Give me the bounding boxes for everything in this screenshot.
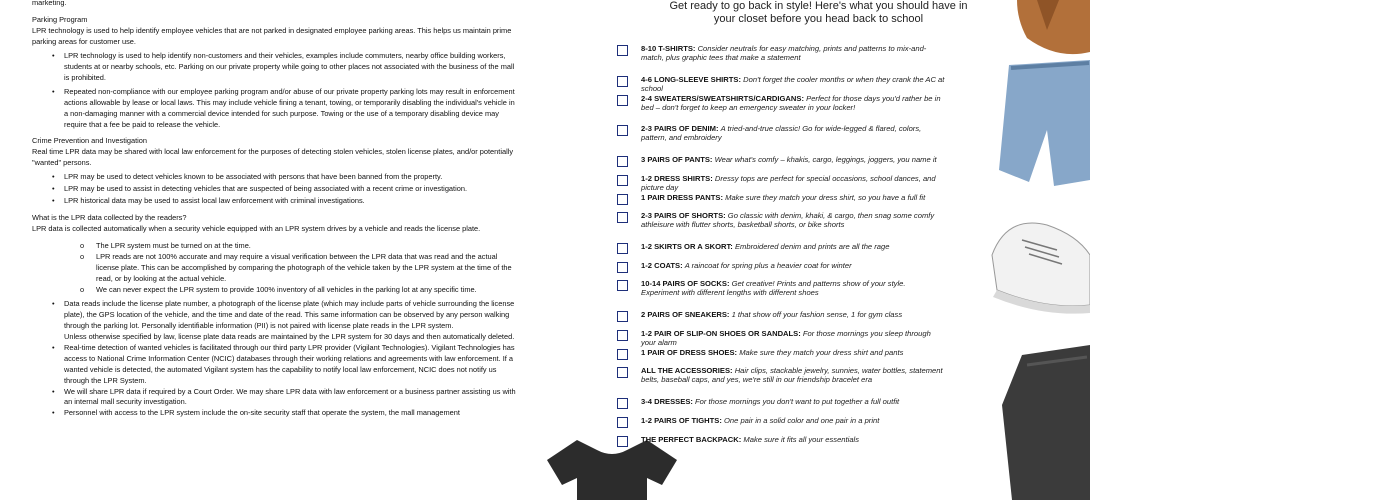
item-description: Hair clips, stackable jewelry, sunnies, water bottles, statement belts, baseball caps, and yes, we're still in our friendship bracelet era — [641, 366, 943, 385]
item-quantity: 2 PAIRS OF SNEAKERS: — [641, 310, 730, 319]
back-to-school-checklist — [547, 0, 1090, 500]
item-description: One pair in a solid color and one pair in a print — [724, 416, 880, 425]
checklist-item — [617, 397, 899, 406]
section-title-what-is: What is the LPR data collected by the readers? — [32, 213, 187, 223]
checklist-item — [617, 416, 879, 425]
item-quantity: 3-4 DRESSES: — [641, 397, 693, 406]
item-quantity: 1 PAIR OF DRESS SHOES: — [641, 348, 738, 357]
denim-shorts-illustration — [999, 60, 1090, 190]
what-is-intro: LPR data is collected automatically when a security vehicle equipped with an LPR system drives by a vehicle and reads the license plate. — [32, 224, 481, 234]
header-line-1: Get ready to go back in style! Here's what you should have in — [669, 0, 968, 12]
item-quantity: 8-10 T-SHIRTS: — [641, 44, 696, 53]
checkbox[interactable] — [617, 349, 628, 360]
item-description: Don't forget the cooler months or when they crank the AC at school — [641, 75, 945, 94]
checkbox[interactable] — [617, 76, 628, 87]
item-description: Consider neutrals for easy matching, prints and patterns to mix-and-match, plus graphic tees that make a statement — [641, 44, 927, 63]
section-title-parking: Parking Program — [32, 14, 88, 24]
item-quantity: 3 PAIRS OF PANTS: — [641, 155, 713, 164]
item-quantity: 1-2 DRESS SHIRTS: — [641, 174, 713, 183]
checkbox[interactable] — [617, 398, 628, 409]
item-description: For those mornings you don't want to put together a full outfit — [695, 397, 900, 406]
item-quantity: ALL THE ACCESSORIES: — [641, 366, 733, 375]
item-quantity: 1 PAIR DRESS PANTS: — [641, 193, 723, 202]
item-quantity: 1-2 COATS: — [641, 261, 683, 270]
parking-intro: LPR technology is used to help identify employee vehicles that are not parked in designated employee parking areas. This helps us maintain prime parking areas for customer use. — [32, 25, 512, 46]
list-item: o We can never expect the LPR system to provide 100% inventory of all vehicles in the parking lot at any specific time. — [32, 285, 519, 296]
checklist-header — [547, 0, 1090, 26]
checklist-item — [617, 193, 925, 202]
item-quantity: 2-4 SWEATERS/SWEATSHIRTS/CARDIGANS: — [641, 94, 804, 103]
list-item: • Data reads include the license plate number, a photograph of the license plate (which may include parts of vehicle surrounding the license plate), the GPS location of the vehicle, and the time and date of the read. This same information can be observed by any person walking through the parking lot. Personally identifiable information (PII) is not paired with license plate reads in the LPR system. — [32, 299, 519, 332]
section-title-crime: Crime Prevention and Investigation — [32, 136, 148, 146]
checkbox[interactable] — [617, 125, 628, 136]
checkbox[interactable] — [617, 330, 628, 341]
checklist-item — [617, 124, 945, 143]
what-is-sub-bullets — [32, 241, 519, 296]
checklist-item — [617, 94, 945, 113]
list-item: • LPR may be used to assist in detecting vehicles that are suspected of being associated with a recent crime or investigation. — [32, 184, 519, 195]
list-item: o The LPR system must be turned on at the time. — [32, 241, 519, 252]
item-quantity: THE PERFECT BACKPACK: — [641, 435, 742, 444]
checklist-item — [617, 44, 945, 63]
checkbox[interactable] — [617, 243, 628, 254]
parking-bullets — [32, 51, 519, 131]
item-quantity: 1-2 PAIR OF SLIP-ON SHOES OR SANDALS: — [641, 329, 801, 338]
checklist-item — [617, 261, 852, 270]
item-description: Perfect for those days you'd rather be in bed – don't forget to keep an emergency sweater in your locker! — [641, 94, 941, 113]
item-description: A tried-and-true classic! Go for wide-legged & flared, colors, pattern, and embroidery — [641, 124, 922, 143]
item-description: Dressy tops are perfect for special occasions, school dances, and picture day — [641, 174, 936, 193]
header-line-2: your closet before you head back to school — [713, 13, 924, 25]
checklist-item — [617, 310, 902, 319]
checkbox[interactable] — [617, 175, 628, 186]
list-item: • LPR historical data may be used to assist local law enforcement with criminal investigations. — [32, 196, 519, 207]
item-description: Make sure they match your dress shirt and pants — [739, 348, 904, 357]
checkbox[interactable] — [617, 311, 628, 322]
checkbox[interactable] — [617, 280, 628, 291]
privacy-policy-document — [0, 0, 525, 500]
checkbox[interactable] — [617, 417, 628, 428]
checklist-item — [617, 329, 945, 348]
list-item: • LPR technology is used to help identify non-customers and their vehicles, examples include commuters, nearby office building workers, students at or nearby schools, etc. Parking on our private property while going to other places not associated with the business of the mall is prohibited. — [32, 51, 519, 84]
item-description: 1 that show off your fashion sense, 1 for gym class — [731, 310, 903, 319]
item-description: Make sure they match your dress shirt, so you have a full fit — [725, 193, 926, 202]
checkbox[interactable] — [617, 436, 628, 447]
item-description: Embroidered denim and prints are all the rage — [734, 242, 890, 251]
checkbox[interactable] — [617, 45, 628, 56]
item-description: Go classic with denim, khaki, & cargo, then snag some comfy athleisure with flutter shorts, basketball shorts, or bike shorts — [641, 211, 935, 230]
checkbox[interactable] — [617, 95, 628, 106]
crime-bullets — [32, 172, 519, 207]
item-quantity: 1-2 SKIRTS OR A SKORT: — [641, 242, 733, 251]
checkbox[interactable] — [617, 262, 628, 273]
list-item: • Repeated non-compliance with our employee parking program and/or abuse of our private property parking lots may result in enforcement actions allowable by lease or local laws. This may include vehicle fining a tenant, towing, or temporarily disabling the individual's vehicle in a non-damaging manner with a commercial device intended for such purpose. Towing or the use of a temporary disabling device may require that a fee be paid to release the vehicle. — [32, 87, 519, 131]
item-description: A raincoat for spring plus a heavier coat for winter — [684, 261, 852, 270]
checkbox[interactable] — [617, 212, 628, 223]
checklist-item — [617, 435, 859, 444]
item-quantity: 10-14 PAIRS OF SOCKS: — [641, 279, 730, 288]
checklist-item — [617, 242, 889, 251]
checklist-item — [617, 348, 903, 357]
checklist-item — [617, 211, 945, 230]
checkbox[interactable] — [617, 194, 628, 205]
list-item: Unless otherwise specified by law, license plate data reads are maintained by the LPR system for 30 days and then automatically deleted. — [64, 331, 515, 341]
list-item: • We will share LPR data if required by a Court Order. We may share LPR data with law enforcement or a business partner assisting us with an internal mall security investigation. — [32, 387, 519, 409]
checkbox[interactable] — [617, 156, 628, 167]
what-is-paragraphs — [32, 299, 519, 419]
item-quantity: 4-6 LONG-SLEEVE SHIRTS: — [641, 75, 741, 84]
checklist-item — [617, 155, 937, 164]
list-item: • Personnel with access to the LPR system include the on-site security staff that operate the system, the mall management — [32, 408, 519, 419]
item-description: Wear what's comfy – khakis, cargo, leggings, joggers, you name it — [714, 155, 937, 164]
list-item: o LPR reads are not 100% accurate and may require a visual verification between the LPR data that was read and the actual license plate. This can be accomplished by comparing the photograph of the vehicle taken by the LPR system at the time of the read, or by looking at the actual vehicle. — [32, 252, 519, 285]
sneaker-illustration — [987, 195, 1090, 315]
item-description: Get creative! Prints and patterns show of your style. Experiment with different lengths with different shoes — [641, 279, 906, 298]
item-quantity: 2-3 PAIRS OF DENIM: — [641, 124, 719, 133]
list-item: • LPR may be used to detect vehicles known to be associated with persons that have been banned from the property. — [32, 172, 519, 183]
checklist-item — [617, 174, 945, 193]
checklist-item — [617, 75, 945, 94]
crime-intro: Real time LPR data may be shared with local law enforcement for the purposes of detecting stolen vehicles, stolen license plates, and/or potentially "wanted" persons. — [32, 147, 514, 168]
lead-fragment: marketing. — [32, 0, 67, 7]
item-description: Make sure it fits all your essentials — [743, 435, 860, 444]
item-quantity: 1-2 PAIRS OF TIGHTS: — [641, 416, 722, 425]
sweater-illustration — [1002, 345, 1090, 500]
checklist-item — [617, 279, 945, 298]
item-quantity: 2-3 PAIRS OF SHORTS: — [641, 211, 726, 220]
item-description: For those mornings you sleep through your alarm — [641, 329, 931, 348]
checklist-item — [617, 366, 945, 385]
list-item: • Real-time detection of wanted vehicles is facilitated through our third party LPR provider (Vigilant Technologies). Vigilant Technologies has access to National Crime Information Center (NCIC) databases through their working relations and agreements with law enforcement. If a wanted vehicle is detected, the automated Vigilant system has the capability to notify local law enforcement, NCIC does not notify us through the LPR System. — [32, 343, 519, 387]
checkbox[interactable] — [617, 367, 628, 378]
